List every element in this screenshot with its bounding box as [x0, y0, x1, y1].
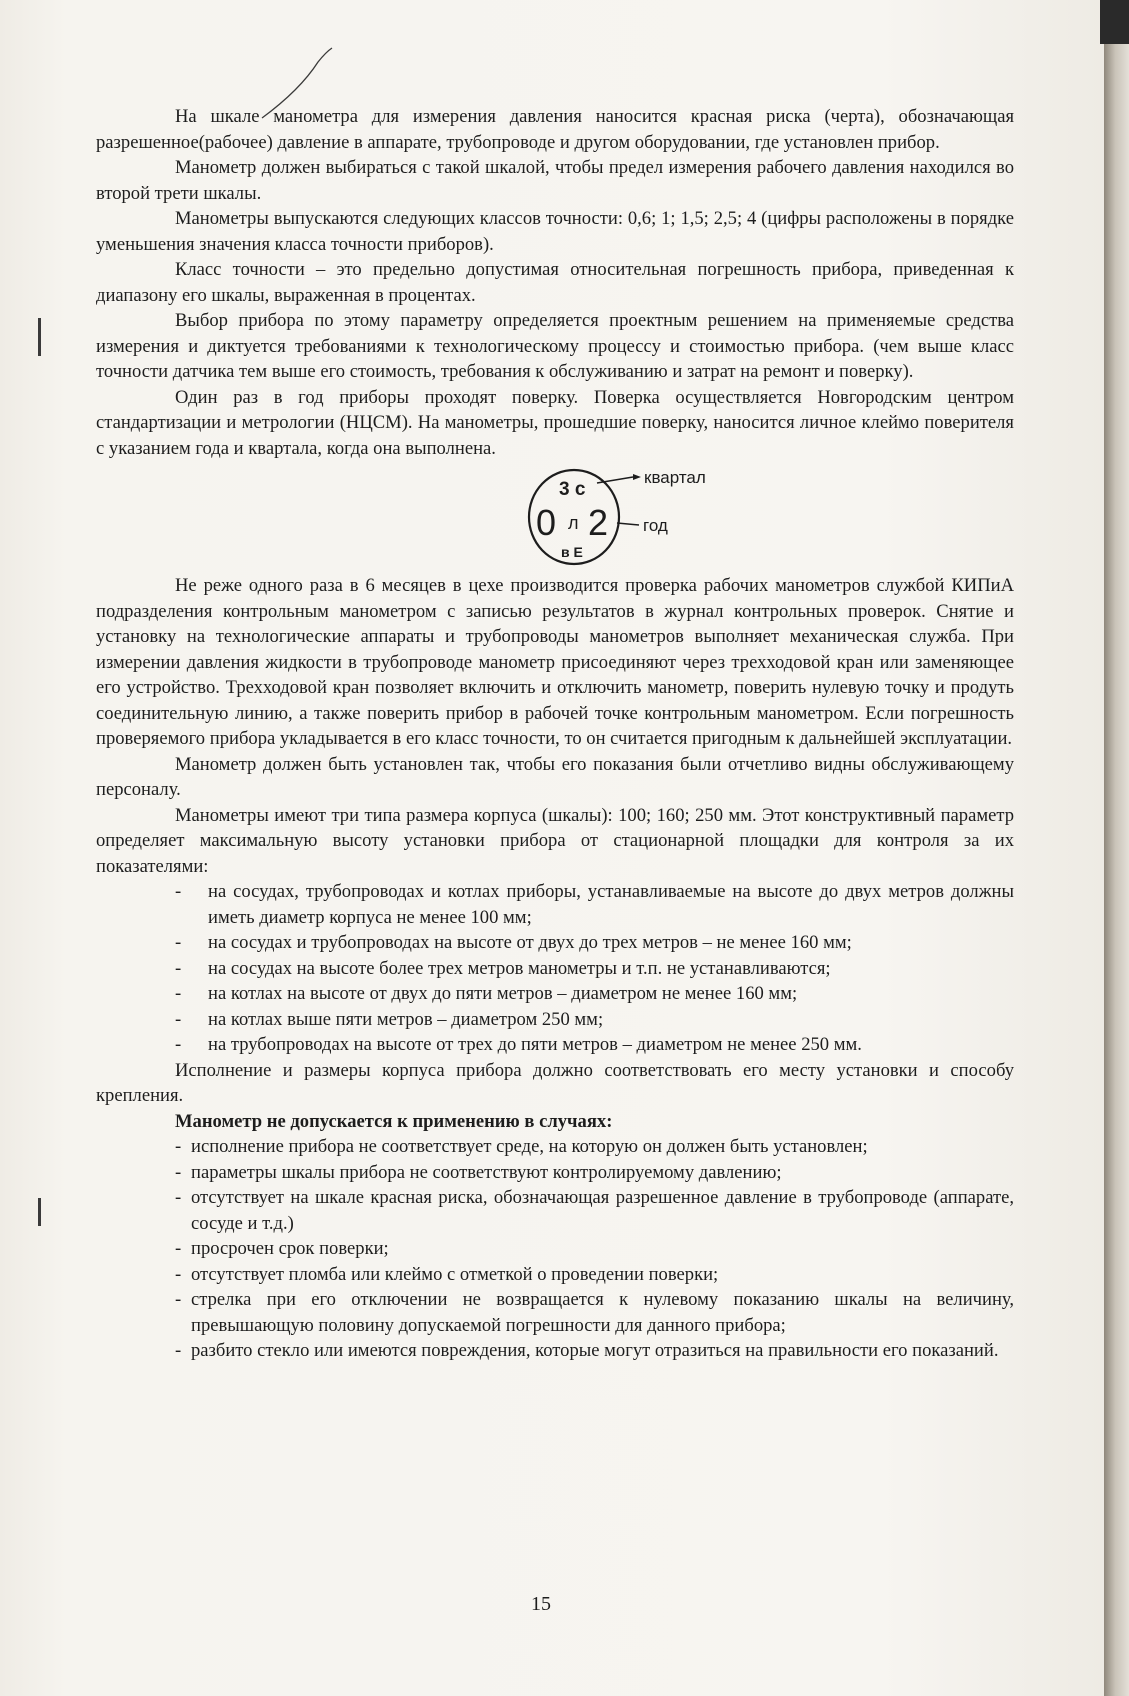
label-year: год	[643, 516, 668, 535]
list-item: - отсутствует на шкале красная риска, обозначающая разрешенное давление в трубопроводе (аппарате, сосуде и т.д.)	[175, 1187, 1014, 1234]
stamp-year-right: 2	[588, 502, 609, 543]
stamp-year-left: 0	[536, 502, 557, 543]
list-item: - разбито стекло или имеются повреждения, которые могут отразиться на правильности его показаний.	[175, 1340, 999, 1361]
list-item: - на котлах на высоте от двух до пяти метров – диаметром не менее 160 мм;	[175, 983, 798, 1004]
list-item: - на сосудах, трубопроводах и котлах приборы, устанавливаемые на высоте до двух метров должны иметь диаметр корпуса не менее 100 мм;	[175, 881, 1014, 928]
prohibited-cases-list	[96, 1134, 1014, 1364]
scan-corner-mark	[1100, 0, 1129, 44]
list-item: - на трубопроводах на высоте от трех до пяти метров – диаметром не менее 250 мм.	[175, 1034, 862, 1055]
paragraph: Выбор прибора по этому параметру определяется проектным решением на применяемые средства измерения и диктуется требованиями к технологическому процессу и стоимостью прибора. (чем выше класс точности датчика тем выше его стоимость, требования к обслуживанию и затрат на ремонт и поверку).	[96, 310, 1014, 382]
paragraph: Манометр должен выбираться с такой шкалой, чтобы предел измерения рабочего давления находился во второй трети шкалы.	[96, 157, 1014, 204]
body-text	[96, 104, 1014, 1364]
paragraph: Манометр должен быть установлен так, чтобы его показания были отчетливо видны обслуживающему персоналу.	[96, 753, 1014, 800]
section-heading: Манометр не допускается к применению в случаях:	[175, 1110, 613, 1132]
list-item: - на сосудах и трубопроводах на высоте от двух до трех метров – не менее 160 мм;	[175, 932, 852, 953]
stamp-year-middle: л	[568, 513, 579, 533]
stamp-quarter-mark: 3 с	[559, 479, 586, 500]
paragraph: Манометры имеют три типа размера корпуса (шкалы): 100; 160; 250 мм. Этот конструктивный параметр определяет максимальную высоту установки прибора от стационарной площадки для контроля за их показателями:	[96, 804, 1014, 877]
list-item: - исполнение прибора не соответствует среде, на которую он должен быть установлен;	[175, 1136, 868, 1157]
list-item: - отсутствует пломба или клеймо с отметкой о проведении поверки;	[175, 1263, 719, 1285]
verification-stamp	[501, 465, 781, 569]
stamp-bottom-mark: в Е	[561, 544, 583, 560]
list-item: - параметры шкалы прибора не соответствуют контролируемому давлению;	[175, 1161, 782, 1183]
page-edge-shadow	[1104, 0, 1129, 1696]
list-item: - на котлах выше пяти метров – диаметром 250 мм;	[175, 1008, 604, 1030]
paragraph: На шкале манометра для измерения давления наносится красная риска (черта), обозначающая разрешенное(рабочее) давление в аппарате, трубопроводе и другом оборудовании, где установлен прибор.	[96, 106, 1014, 153]
verification-stamp-figure	[96, 461, 1014, 573]
page-number: 15	[531, 1593, 551, 1615]
paragraph: Не реже одного раза в 6 месяцев в цехе производится проверка рабочих манометров службой КИПиА подразделения контрольным манометром с записью результатов в журнал контрольных проверок. Снятие и установку на технологические аппараты и трубопроводы манометров выполняет механическая служба. При измерении давления жидкости в трубопроводе манометр присоединяют через трехходовой кран или заменяющее его устройство. Трехходовой кран позволяет включить и отключить манометр, поверить нулевую точку и продуть соединительную линию, а также поверить прибор в рабочей точке контрольным манометром. Если погрешность проверяемого прибора укладывается в его класс точности, то он считается пригодным к дальнейшей эксплуатации.	[96, 575, 1014, 749]
paragraph: Манометры выпускаются следующих классов точности: 0,6; 1; 1,5; 2,5; 4 (цифры расположены в порядке уменьшения значения класса точности приборов).	[96, 208, 1014, 255]
paragraph: Класс точности – это предельно допустимая относительная погрешность прибора, приведенная к диапазону его шкалы, выраженная в процентах.	[96, 259, 1014, 306]
quarter-arrow-head	[633, 474, 641, 480]
list-item: - стрелка при его отключении не возвращается к нулевому показанию шкалы на величину, превышающую половину допускаемой погрешности для данного прибора;	[175, 1289, 1014, 1336]
binding-hole-mark	[38, 318, 41, 356]
list-item: - просрочен срок поверки;	[175, 1238, 389, 1259]
binding-hole-mark	[38, 1198, 41, 1226]
year-arrow	[617, 523, 639, 525]
case-size-list	[96, 879, 1014, 1058]
paragraph: Исполнение и размеры корпуса прибора должно соответствовать его месту установки и способу крепления.	[96, 1059, 1014, 1106]
paragraph: Один раз в год приборы проходят поверку. Поверка осуществляется Новгородским центром стандартизации и метрологии (НЦСМ). На манометры, прошедшие поверку, наносится личное клеймо поверителя с указанием года и квартала, когда она выполнена.	[96, 386, 1014, 459]
label-quarter: квартал	[644, 468, 706, 487]
list-item: - на сосудах на высоте более трех метров манометры и т.п. не устанавливаются;	[175, 957, 831, 979]
